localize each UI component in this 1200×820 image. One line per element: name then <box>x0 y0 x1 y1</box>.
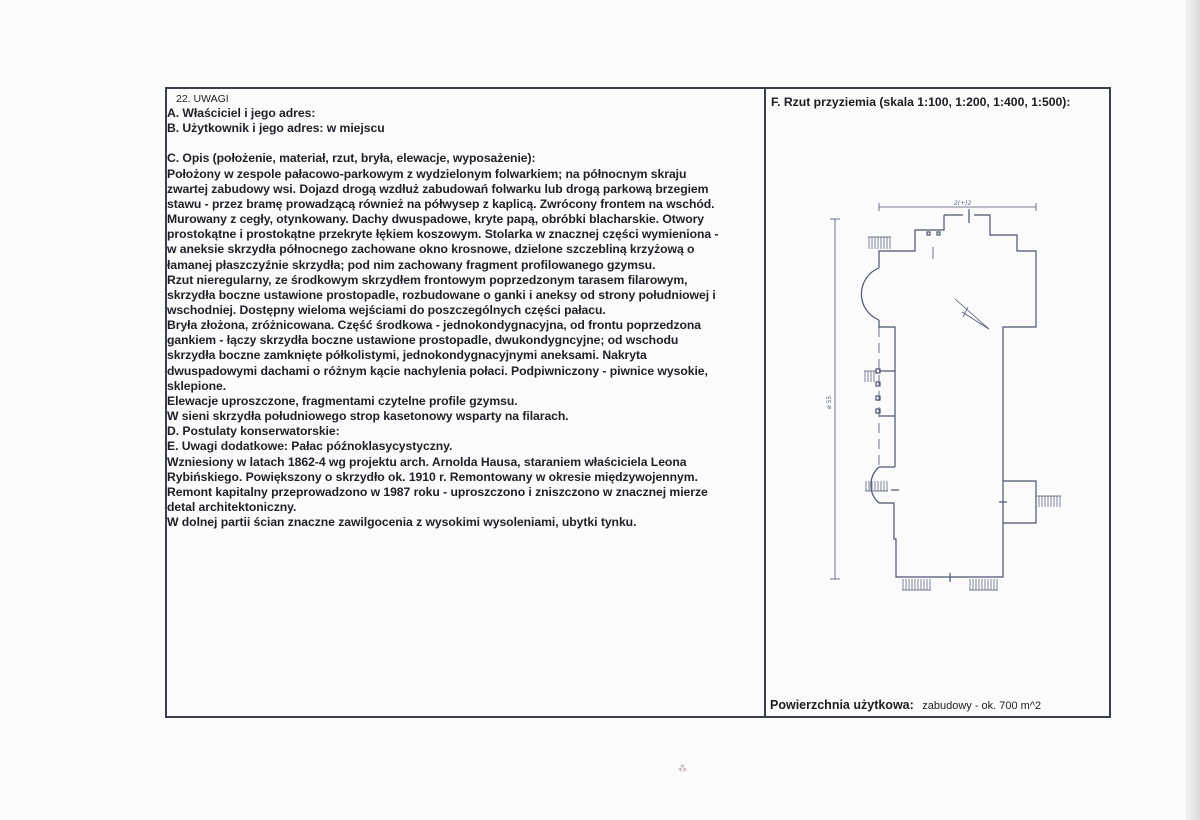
remark-line: B. Użytkownik i jego adres: w miejscu <box>167 121 385 136</box>
remark-line: sklepione. <box>167 378 227 393</box>
remark-line: zwartej zabudowy wsi. Dojazd drogą wzdłuż zabudowań folwarku lub drogą parkową brzegiem <box>167 181 709 196</box>
remark-line: dwuspadowymi dachami o różnym kącie nachylenia połaci. Podpiwniczony - piwnice wysokie, <box>167 363 708 378</box>
remark-line: łamanej płaszczyźnie skrzydła; pod nim zachowany fragment profilowanego gzymsu. <box>167 257 656 272</box>
remark-line: prostokątne i prostokątne przekryte łękiem koszowym. Stolarka w znacznej części wymieniona - <box>167 227 719 242</box>
remark-line: D. Postulaty konserwatorskie: <box>167 424 340 439</box>
floor-plan-title: F. Rzut przyziemia (skala 1:100, 1:200, 1:400, 1:500): <box>771 95 1071 109</box>
scan-edge-shadow <box>1186 0 1200 820</box>
remark-line: Remont kapitalny przeprowadzono w 1987 roku - uproszczono i zniszczono w znacznej mierze <box>167 484 708 499</box>
remark-line: skrzydła boczne ustawione prostopadle, rozbudowane o ganki i aneksy od strony południowej i <box>167 287 716 302</box>
remarks-section <box>167 89 763 716</box>
remark-line: Murowany z cegły, otynkowany. Dachy dwuspadowe, kryte papą, obróbki blacharskie. Otwory <box>167 212 705 227</box>
scan-mark: ⁂ <box>678 763 687 773</box>
remark-line: Bryła złożona, zróżnicowana. Część środkowa - jednokondygnacyjna, od frontu poprzedzona <box>167 318 702 333</box>
remark-line: W sieni skrzydła południowego strop kasetonowy wsparty na filarach. <box>167 409 569 424</box>
svg-text:2(+)2: 2(+)2 <box>954 200 972 207</box>
floor-plan-section <box>766 89 1111 716</box>
remark-line: gankiem - łączy skrzydła boczne ustawione prostopadle, dwukondygncyjne; od wschodu <box>167 333 679 348</box>
usable-area-label: Powierzchnia użytkowa: <box>770 698 914 712</box>
remark-line: E. Uwagi dodatkowe: Pałac późnoklasycystyczny. <box>167 439 453 454</box>
remark-line: Rzut nieregularny, ze środkowym skrzydłem frontowym poprzedzonym tarasem filarowym, <box>167 272 688 287</box>
remark-line: Elewacje uproszczone, fragmentami czytelne profile gzymsu. <box>167 393 518 408</box>
remark-line: wschodniej. Dostępny wieloma wejściami do poszczególnych części pałacu. <box>167 303 606 318</box>
remarks-text <box>167 106 763 530</box>
floor-plan-drawing <box>766 89 1111 689</box>
usable-area-value: zabudowy - ok. 700 m^2 <box>922 700 1042 712</box>
remark-line: Wzniesiony w latach 1862-4 wg projektu arch. Arnolda Hausa, staraniem właściciela Leona <box>167 454 687 469</box>
remark-line: skrzydła boczne zamknięte półkolistymi, jednokondygnacyjnymi aneksami. Nakryta <box>167 348 647 363</box>
remark-line: Położony w zespole pałacowo-parkowym z wydzielonym folwarkiem; na północnym skraju <box>167 166 687 181</box>
svg-text:ø 55: ø 55 <box>826 395 833 409</box>
remark-line: detal architektoniczny. <box>167 500 297 515</box>
remark-line: w aneksie skrzydła północnego zachowane okno krosnowe, dzielone szczebliną krzyżową o <box>167 242 695 257</box>
remark-line: A. Właściciel i jego adres: <box>167 106 316 120</box>
usable-area <box>770 696 1041 714</box>
remark-line: Rybińskiego. Powiększony o skrzydło ok. 1910 r. Remontowany w okresie międzywojennym. <box>167 469 698 484</box>
remark-line <box>167 136 763 151</box>
record-card-frame <box>165 87 1111 718</box>
remark-line: W dolnej partii ścian znaczne zawilgocenia z wysokimi wysoleniami, ubytki tynku. <box>167 515 637 530</box>
remark-line: stawu - przez bramę prowadzącą również na półwysep z kaplicą. Zwrócony frontem na wschód. <box>167 196 715 211</box>
section-number: 22. UWAGI <box>176 93 229 105</box>
remark-line: C. Opis (położenie, materiał, rzut, bryła, elewacje, wyposażenie): <box>167 151 536 166</box>
